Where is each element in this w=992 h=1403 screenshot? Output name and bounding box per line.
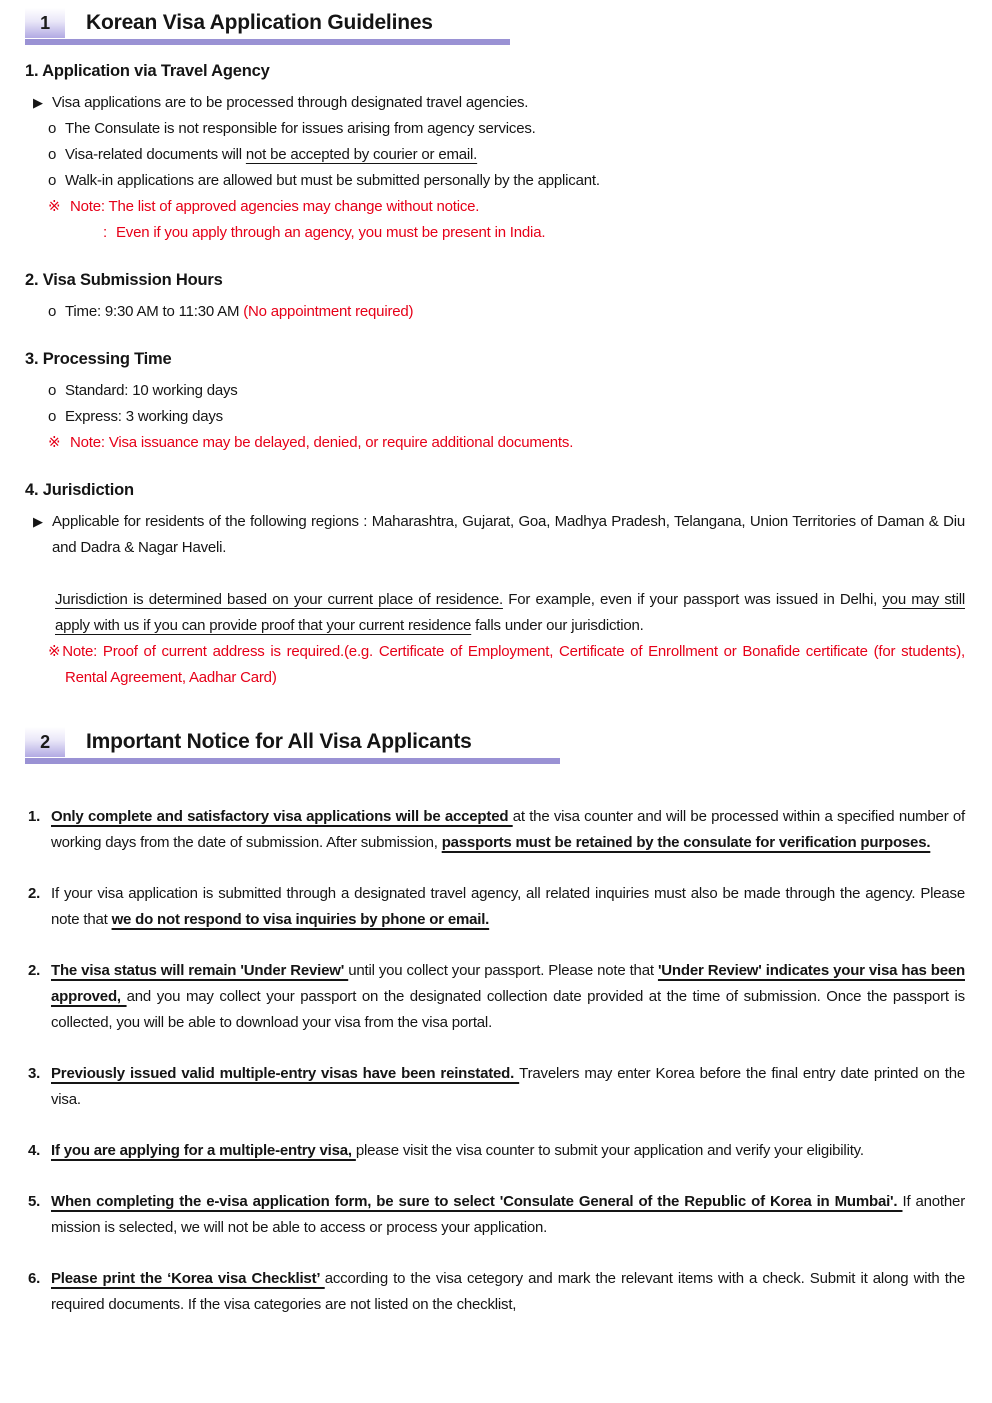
notice-emphasis: Please print the ‘Korea visa Checklist’ bbox=[51, 1270, 325, 1287]
notice-body bbox=[51, 804, 965, 856]
paragraph-underlined: you may still apply with us if you can provide proof that your current residence bbox=[55, 591, 965, 634]
o-bullet-icon: o bbox=[48, 382, 57, 399]
notice-item-2b bbox=[25, 958, 965, 1036]
note-address-proof bbox=[25, 639, 965, 691]
note-text: Note: Visa issuance may be delayed, denied, or require additional documents. bbox=[70, 434, 574, 451]
note-agencies bbox=[25, 194, 965, 220]
subsection-heading-jurisdiction: 4. Jurisdiction bbox=[25, 481, 134, 499]
section2-header bbox=[25, 727, 965, 764]
note-text: Proof of current address is required.(e.g. Certificate of Employment, Certificate of Enrollment or Bonafide certificate (for students), Rental Agreement, Aadhar Card) bbox=[65, 643, 965, 686]
notice-item-3 bbox=[25, 1061, 965, 1113]
bullet-regions bbox=[25, 509, 965, 561]
bullet-text: Express: 3 working days bbox=[65, 408, 223, 425]
note-issuance bbox=[25, 430, 965, 456]
bullet-standard bbox=[25, 378, 965, 404]
notice-number: 2. bbox=[28, 885, 41, 902]
triangle-bullet-icon: ▶ bbox=[33, 514, 43, 529]
notice-item-5 bbox=[25, 1189, 965, 1241]
notice-body bbox=[51, 1266, 965, 1318]
notice-number: 6. bbox=[28, 1270, 41, 1287]
time-value: Time: 9:30 AM to 11:30 AM bbox=[65, 303, 244, 320]
notice-number: 4. bbox=[28, 1142, 41, 1159]
notice-plain: and you may collect your passport on the designated collection date provided at the time of submission. Once the passport is collected, you will be able to download your visa from the visa portal. bbox=[51, 988, 965, 1031]
colon-marker: : bbox=[103, 224, 107, 241]
bullet-text: Standard: 10 working days bbox=[65, 382, 238, 399]
processing-bullets bbox=[25, 378, 965, 456]
notice-emphasis: we do not respond to visa inquiries by phone or email. bbox=[111, 911, 490, 928]
bullet-text-underlined: not be accepted by courier or email. bbox=[245, 146, 478, 163]
notice-plain: according to the visa cetegory and mark the relevant items with a check. Submit it along with the required documents. If the visa categories are not listed on the checklist, bbox=[51, 1270, 965, 1313]
reference-mark-icon: ※Note: bbox=[48, 643, 103, 660]
subsection-heading-hours: 2. Visa Submission Hours bbox=[25, 271, 223, 289]
section2-number-box: 2 bbox=[25, 727, 65, 757]
notice-body bbox=[51, 958, 965, 1036]
o-bullet-icon: o bbox=[48, 303, 57, 320]
section1-title: Korean Visa Application Guidelines bbox=[86, 11, 433, 34]
notice-number: 1. bbox=[28, 808, 41, 825]
no-appointment-note: (No appointment required) bbox=[243, 303, 414, 320]
bullet-text: The Consulate is not responsible for issues arising from agency services. bbox=[65, 120, 536, 137]
notice-item-6 bbox=[25, 1266, 965, 1318]
paragraph-plain: falls under our jurisdiction. bbox=[471, 617, 644, 634]
notice-plain: If another mission is selected, we will not be able to access or process your application. bbox=[51, 1193, 965, 1236]
bullet-text: Walk-in applications are allowed but must be submitted personally by the applicant. bbox=[65, 172, 600, 189]
bullet-time bbox=[25, 299, 965, 325]
subsection-heading-processing: 3. Processing Time bbox=[25, 350, 172, 368]
triangle-bullet-icon: ▶ bbox=[33, 95, 43, 110]
agency-bullets bbox=[25, 90, 965, 246]
notice-emphasis: Only complete and satisfactory visa applications will be accepted bbox=[51, 808, 513, 825]
bullet-express bbox=[25, 404, 965, 430]
notice-item-1 bbox=[25, 804, 965, 856]
bullet-consulate bbox=[25, 116, 965, 142]
notice-plain: please visit the visa counter to submit your application and verify your eligibility. bbox=[355, 1142, 864, 1159]
hours-bullets bbox=[25, 299, 965, 325]
notice-emphasis: The visa status will remain 'Under Review' bbox=[51, 962, 349, 979]
notice-emphasis: Previously issued valid multiple-entry visas have been reinstated. bbox=[51, 1065, 520, 1082]
jurisdiction-paragraph bbox=[25, 587, 965, 639]
o-bullet-icon: o bbox=[48, 172, 57, 189]
o-bullet-icon: o bbox=[48, 120, 57, 137]
reference-mark-icon: ※ bbox=[48, 434, 61, 451]
notice-emphasis: 'Under Review' indicates your visa has been approved, bbox=[51, 962, 965, 1005]
bullet-text: Applicable for residents of the following regions : Maharashtra, Gujarat, Goa, Madhya Pradesh, Telangana, Union Territories of Daman & Diu and Dadra & Nagar Haveli. bbox=[52, 513, 965, 556]
bullet-walkin bbox=[25, 168, 965, 194]
jurisdiction-bullets bbox=[25, 509, 965, 691]
bullet-agency-main bbox=[25, 90, 965, 116]
section1-number-box: 1 bbox=[25, 8, 65, 38]
notice-number: 5. bbox=[28, 1193, 41, 1210]
notice-body bbox=[51, 881, 965, 933]
notice-emphasis: When completing the e-visa application form, be sure to select 'Consulate General of the Republic of Korea in Mumbai'. bbox=[51, 1193, 903, 1210]
note-text: Note: The list of approved agencies may change without notice. bbox=[70, 198, 480, 215]
notice-emphasis: passports must be retained by the consulate for verification purposes. bbox=[441, 834, 931, 851]
paragraph-plain: For example, even if your passport was issued in Delhi, bbox=[502, 591, 883, 608]
bullet-courier bbox=[25, 142, 965, 168]
section1-underline bbox=[25, 39, 510, 45]
section1-header bbox=[25, 8, 965, 45]
bullet-text: Visa applications are to be processed through designated travel agencies. bbox=[52, 94, 529, 111]
notice-item-2 bbox=[25, 881, 965, 933]
notice-list bbox=[25, 804, 965, 1318]
paragraph-underlined: Jurisdiction is determined based on your current place of residence. bbox=[55, 591, 503, 608]
notice-plain: until you collect your passport. Please note that bbox=[348, 962, 658, 979]
note-agencies-line2 bbox=[25, 220, 965, 246]
notice-plain: Travelers may enter Korea before the final entry date printed on the visa. bbox=[51, 1065, 965, 1108]
bullet-text bbox=[65, 299, 965, 325]
subsection-heading-agency: 1. Application via Travel Agency bbox=[25, 62, 270, 80]
section2-title: Important Notice for All Visa Applicants bbox=[86, 730, 472, 753]
note-text: Even if you apply through an agency, you must be present in India. bbox=[116, 224, 546, 241]
notice-item-4 bbox=[25, 1138, 965, 1164]
bullet-text bbox=[65, 142, 965, 168]
notice-body bbox=[51, 1138, 965, 1164]
bullet-text-plain: Visa-related documents will bbox=[65, 146, 246, 163]
notice-number: 3. bbox=[28, 1065, 41, 1082]
notice-emphasis: If you are applying for a multiple-entry visa, bbox=[51, 1142, 356, 1159]
o-bullet-icon: o bbox=[48, 408, 57, 425]
notice-number: 2. bbox=[28, 962, 41, 979]
notice-body bbox=[51, 1189, 965, 1241]
notice-body bbox=[51, 1061, 965, 1113]
notice-plain: If your visa application is submitted through a designated travel agency, all related inquiries must also be made through the agency. Please note that bbox=[51, 885, 965, 928]
o-bullet-icon: o bbox=[48, 146, 57, 163]
section2-underline bbox=[25, 758, 560, 764]
reference-mark-icon: ※ bbox=[48, 198, 61, 215]
notice-plain: at the visa counter and will be processed within a specified number of working days from the date of submission. After submission, bbox=[51, 808, 965, 851]
